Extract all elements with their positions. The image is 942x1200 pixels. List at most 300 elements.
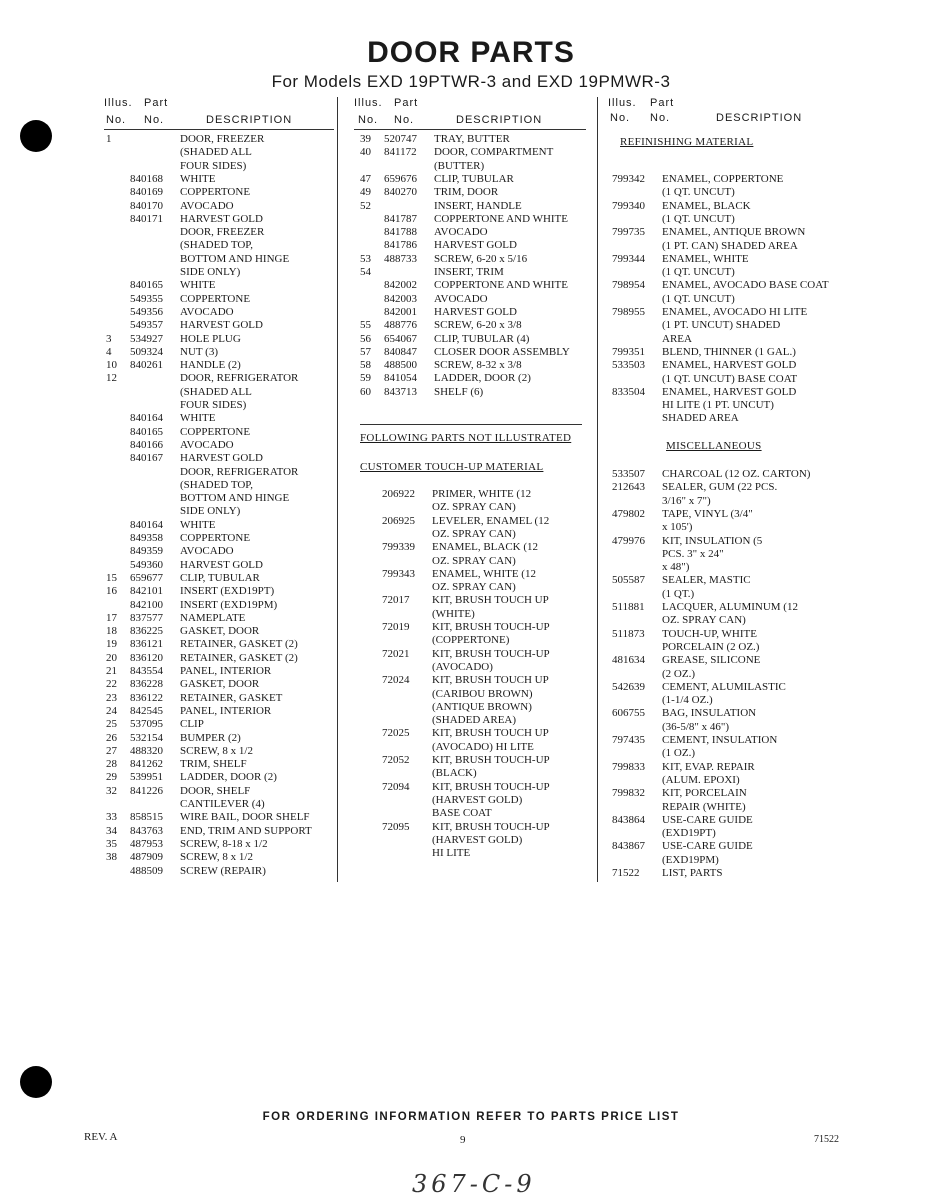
description: LEVELER, ENAMEL (12 xyxy=(432,514,550,527)
description: KIT, EVAP. REPAIR xyxy=(662,760,755,773)
description: END, TRIM AND SUPPORT xyxy=(180,824,312,837)
part-row xyxy=(360,173,592,186)
description: CANTILEVER (4) xyxy=(180,798,265,810)
touchup-heading: CUSTOMER TOUCH-UP MATERIAL xyxy=(360,461,544,473)
description: BOTTOM AND HINGE xyxy=(180,252,290,265)
part-row xyxy=(612,814,837,827)
part-no: 849359 xyxy=(130,545,163,558)
description: OZ. SPRAY CAN) xyxy=(432,501,516,514)
description: (ANTIQUE BROWN) xyxy=(432,700,532,713)
part-no: 659676 xyxy=(384,172,417,185)
part-row xyxy=(612,747,837,760)
part-no: 72017 xyxy=(382,594,410,607)
part-no: 534927 xyxy=(130,332,163,345)
part-row xyxy=(360,239,592,252)
part-no: 840168 xyxy=(130,172,163,185)
description: (COPPERTONE) xyxy=(432,634,510,647)
part-row xyxy=(612,574,837,587)
part-no: 537095 xyxy=(130,718,163,731)
description: SCREW (REPAIR) xyxy=(180,864,266,877)
description: INSERT (EXD19PT) xyxy=(180,585,275,598)
description: (SHADED AREA) xyxy=(432,714,517,727)
description: (1 OZ.) xyxy=(662,747,695,760)
description: ENAMEL, COPPERTONE xyxy=(662,173,784,185)
part-no: 505587 xyxy=(612,574,645,587)
part-no: 836228 xyxy=(130,678,163,691)
description: (CARIBOU BROWN) xyxy=(432,687,533,700)
description: AVOCADO xyxy=(434,226,488,239)
part-no: 842001 xyxy=(384,305,417,318)
part-row xyxy=(360,594,592,607)
description: TOUCH-UP, WHITE xyxy=(662,627,757,640)
part-row xyxy=(360,847,592,860)
description: (1 QT. UNCUT) xyxy=(662,266,735,279)
description: FOUR SIDES) xyxy=(180,399,247,411)
part-row xyxy=(612,495,837,508)
description: DOOR, COMPARTMENT xyxy=(434,146,554,159)
part-row xyxy=(612,173,837,186)
description: (SHADED TOP, xyxy=(180,478,253,491)
illus-no: 59 xyxy=(360,372,371,385)
part-no: 840164 xyxy=(130,518,163,531)
part-no: 533507 xyxy=(612,468,645,480)
description: RETAINER, GASKET (2) xyxy=(180,638,298,651)
illus-no: 53 xyxy=(360,252,371,265)
part-row xyxy=(106,372,336,385)
part-row xyxy=(612,412,837,425)
description: TRIM, SHELF xyxy=(180,758,247,771)
description: (WHITE) xyxy=(432,607,475,620)
part-no: 206925 xyxy=(382,514,415,527)
description: ENAMEL, WHITE xyxy=(662,252,749,265)
description: CLIP, TUBULAR xyxy=(180,571,260,584)
description: (AVOCADO) HI LITE xyxy=(432,740,534,753)
part-no: 511873 xyxy=(612,627,645,640)
description: NUT (3) xyxy=(180,345,218,358)
description: (1-1/4 OZ.) xyxy=(662,694,713,707)
description: HI LITE xyxy=(432,847,471,860)
description: HOLE PLUG xyxy=(180,332,241,345)
description: COPPERTONE AND WHITE xyxy=(434,279,568,292)
part-no: 849358 xyxy=(130,532,163,544)
part-row xyxy=(106,545,336,558)
part-row xyxy=(360,541,592,554)
part-row xyxy=(106,599,336,612)
part-row xyxy=(612,827,837,840)
part-row xyxy=(106,279,336,292)
part-row xyxy=(612,867,837,880)
desc-label: DESCRIPTION xyxy=(206,114,293,126)
description: RETAINER, GASKET (2) xyxy=(180,651,298,664)
part-no: 799832 xyxy=(612,787,645,800)
part-row xyxy=(612,801,837,814)
description: BOTTOM AND HINGE xyxy=(180,492,290,505)
part-row xyxy=(360,741,592,754)
part-no: 840165 xyxy=(130,425,163,438)
part-row xyxy=(612,481,837,494)
description: SEALER, GUM (22 PCS. xyxy=(662,481,778,494)
part-no: 841787 xyxy=(384,212,417,225)
part-row xyxy=(612,279,837,292)
description: INSERT, TRIM xyxy=(434,266,504,278)
part-no: 488500 xyxy=(384,359,417,372)
illus-no: 34 xyxy=(106,824,117,837)
illus-no: 24 xyxy=(106,704,117,717)
description: BASE COAT xyxy=(432,807,492,820)
part-no: 841054 xyxy=(384,372,417,385)
part-row xyxy=(612,854,837,867)
page-title: DOOR PARTS xyxy=(367,36,575,69)
part-no: 836122 xyxy=(130,691,163,704)
description: LADDER, DOOR (2) xyxy=(180,771,277,784)
part-row xyxy=(360,359,592,372)
illus-no: 56 xyxy=(360,332,371,345)
part-row xyxy=(106,319,336,332)
description: (BUTTER) xyxy=(434,159,485,172)
illus-no: 19 xyxy=(106,638,117,651)
part-row xyxy=(106,253,336,266)
part-row xyxy=(612,266,837,279)
part-row xyxy=(612,588,837,601)
part-row xyxy=(612,359,837,372)
description: NAMEPLATE xyxy=(180,611,246,624)
part-row xyxy=(360,581,592,594)
part-no: 72094 xyxy=(382,780,410,793)
part-no: 799351 xyxy=(612,345,645,358)
part-row xyxy=(106,665,336,678)
description: PANEL, INTERIOR xyxy=(180,704,272,717)
illus-no: 3 xyxy=(106,332,112,345)
part-row xyxy=(360,821,592,834)
part-row xyxy=(612,614,837,627)
description: COPPERTONE AND WHITE xyxy=(434,212,568,225)
part-row xyxy=(106,466,336,479)
part-row xyxy=(360,226,592,239)
part-no: 539951 xyxy=(130,771,163,784)
part-row xyxy=(612,200,837,213)
part-row xyxy=(612,186,837,199)
part-no: 72095 xyxy=(382,820,410,833)
part-no: 659677 xyxy=(130,571,163,584)
part-row xyxy=(106,825,336,838)
part-row xyxy=(612,721,837,734)
part-no: 206922 xyxy=(382,488,415,500)
part-row xyxy=(360,648,592,661)
part-no: 843864 xyxy=(612,813,645,826)
description: ENAMEL, HARVEST GOLD xyxy=(662,385,797,398)
description: (ALUM. EPOXI) xyxy=(662,773,740,786)
description: HI LITE (1 PT. UNCUT) xyxy=(662,399,774,412)
description: SIDE ONLY) xyxy=(180,266,241,278)
illus-no: 60 xyxy=(360,385,371,398)
part-no: 843713 xyxy=(384,385,417,398)
part-no: 479976 xyxy=(612,534,645,547)
description: TRIM, DOOR xyxy=(434,186,499,199)
description: OZ. SPRAY CAN) xyxy=(432,581,516,594)
part-row xyxy=(612,694,837,707)
part-no: 836121 xyxy=(130,638,163,651)
description: BUMPER (2) xyxy=(180,731,241,744)
part-no: 840165 xyxy=(130,279,163,292)
part-row xyxy=(360,186,592,199)
part-row xyxy=(106,412,336,425)
part-row xyxy=(612,253,837,266)
part-row xyxy=(106,532,336,545)
no-label: No. xyxy=(358,114,379,126)
description: DOOR, REFRIGERATOR xyxy=(180,372,299,385)
description: LADDER, DOOR (2) xyxy=(434,372,531,385)
description: AREA xyxy=(662,332,692,345)
part-row xyxy=(360,568,592,581)
part-row xyxy=(360,266,592,279)
part-row xyxy=(612,521,837,534)
part-row xyxy=(360,372,592,385)
part-no: 72052 xyxy=(382,754,410,766)
description: DOOR, FREEZER xyxy=(180,226,265,239)
part-no: 487953 xyxy=(130,837,163,850)
part-row xyxy=(106,732,336,745)
description: TRAY, BUTTER xyxy=(434,133,510,145)
part-row xyxy=(612,601,837,614)
part-row xyxy=(360,634,592,647)
description: KIT, BRUSH TOUCH-UP xyxy=(432,621,550,633)
part-row xyxy=(360,133,592,146)
part-no: 71522 xyxy=(612,867,640,879)
description: (1 QT.) xyxy=(662,587,695,600)
handwritten-note: 367-C-9 xyxy=(412,1170,536,1198)
description: COPPERTONE xyxy=(180,186,251,199)
part-no: 799343 xyxy=(382,567,415,580)
part-row xyxy=(106,718,336,731)
part-no: 549360 xyxy=(130,558,163,571)
part-row xyxy=(106,678,336,691)
part-row xyxy=(360,781,592,794)
part-row xyxy=(360,555,592,568)
part-no: 840164 xyxy=(130,412,163,425)
part-row xyxy=(106,745,336,758)
part-row xyxy=(612,761,837,774)
illus-no: 4 xyxy=(106,345,112,358)
description: SCREW, 8 x 1/2 xyxy=(180,744,253,757)
part-row xyxy=(360,714,592,727)
column-divider xyxy=(597,97,598,882)
part-no: 841262 xyxy=(130,758,163,771)
part-no: 549355 xyxy=(130,292,163,305)
description: KIT, BRUSH TOUCH UP xyxy=(432,674,549,687)
part-no: 479802 xyxy=(612,507,645,520)
part-no: 798955 xyxy=(612,306,645,318)
description: USE-CARE GUIDE xyxy=(662,840,753,853)
illus-no: 28 xyxy=(106,758,117,771)
description: WHITE xyxy=(180,518,216,531)
part-no: 843867 xyxy=(612,840,645,853)
part-row xyxy=(360,661,592,674)
part-no: 797435 xyxy=(612,734,645,746)
illus-no: 21 xyxy=(106,665,117,677)
part-no: 841786 xyxy=(384,239,417,252)
description: CLIP, TUBULAR (4) xyxy=(434,332,530,345)
desc-label: DESCRIPTION xyxy=(716,112,803,124)
part-no: 72019 xyxy=(382,621,410,633)
description: SCREW, 6-20 x 5/16 xyxy=(434,252,528,265)
following-heading: FOLLOWING PARTS NOT ILLUSTRATED xyxy=(360,432,572,444)
desc-label: DESCRIPTION xyxy=(456,114,543,126)
part-row xyxy=(106,213,336,226)
col1-header xyxy=(104,97,334,131)
part-row xyxy=(106,505,336,518)
part-row xyxy=(106,200,336,213)
no-label: No. xyxy=(650,112,671,124)
description: KIT, BRUSH TOUCH UP xyxy=(432,594,549,607)
part-row xyxy=(106,160,336,173)
part-no: 842002 xyxy=(384,279,417,292)
illus-no: 52 xyxy=(360,199,371,212)
description: (SHADED ALL xyxy=(180,385,252,398)
part-row xyxy=(360,253,592,266)
part-row xyxy=(106,758,336,771)
part-no: 840169 xyxy=(130,186,163,199)
col3-header xyxy=(608,97,833,131)
illus-no: 16 xyxy=(106,585,117,598)
illus-no: 55 xyxy=(360,319,371,332)
part-row xyxy=(612,399,837,412)
no-label: No. xyxy=(610,112,631,124)
part-no: 836225 xyxy=(130,625,163,638)
description: (1 PT. UNCUT) SHADED xyxy=(662,319,781,332)
part-no: 488776 xyxy=(384,319,417,332)
description: SCREW, 6-20 x 3/8 xyxy=(434,319,522,332)
part-row xyxy=(360,386,592,399)
description: KIT, BRUSH TOUCH-UP xyxy=(432,780,550,793)
description: (SHADED ALL xyxy=(180,146,252,159)
illus-no: 39 xyxy=(360,133,371,145)
illus-no: 25 xyxy=(106,718,117,731)
part-no: 799342 xyxy=(612,173,645,185)
description: HARVEST GOLD xyxy=(180,319,263,332)
part-row xyxy=(360,279,592,292)
part-row xyxy=(106,173,336,186)
part-row xyxy=(360,488,592,501)
description: KIT, BRUSH TOUCH-UP xyxy=(432,754,550,766)
description: ENAMEL, WHITE (12 xyxy=(432,567,536,580)
illus-no: 49 xyxy=(360,186,371,199)
part-row xyxy=(106,439,336,452)
description: CEMENT, ALUMILASTIC xyxy=(662,680,786,693)
description: KIT, BRUSH TOUCH-UP xyxy=(432,820,550,833)
part-no: 488320 xyxy=(130,744,163,757)
part-row xyxy=(612,681,837,694)
part-no: 799833 xyxy=(612,760,645,773)
part-row xyxy=(106,838,336,851)
part-row xyxy=(360,200,592,213)
part-no: 840166 xyxy=(130,438,163,451)
part-row xyxy=(612,333,837,346)
description: OZ. SPRAY CAN) xyxy=(432,554,516,567)
description: (1 QT. UNCUT) xyxy=(662,186,735,199)
misc-heading: MISCELLANEOUS xyxy=(666,440,762,452)
description: LIST, PARTS xyxy=(662,867,723,879)
part-row xyxy=(612,226,837,239)
part-row xyxy=(360,213,592,226)
illus-no: 17 xyxy=(106,611,117,624)
illus-no: 18 xyxy=(106,625,117,638)
illus-no: 54 xyxy=(360,266,371,278)
part-no: 833504 xyxy=(612,385,645,398)
illus-no: 35 xyxy=(106,837,117,850)
part-row xyxy=(360,701,592,714)
description: INSERT, HANDLE xyxy=(434,199,522,212)
description: ENAMEL, AVOCADO HI LITE xyxy=(662,306,808,318)
part-label: Part xyxy=(144,97,169,109)
part-row xyxy=(360,727,592,740)
part-row xyxy=(612,373,837,386)
part-row xyxy=(106,293,336,306)
part-no: 799735 xyxy=(612,226,645,239)
part-row xyxy=(106,519,336,532)
description: ENAMEL, BLACK (12 xyxy=(432,541,539,554)
illus-label: Illus. xyxy=(104,97,133,109)
part-row xyxy=(612,774,837,787)
doc-code: 71522 xyxy=(814,1134,839,1145)
part-no: 858515 xyxy=(130,811,163,824)
description: 3/16" x 7") xyxy=(662,494,711,507)
description: GREASE, SILICONE xyxy=(662,654,761,667)
part-row xyxy=(106,239,336,252)
part-row xyxy=(106,426,336,439)
part-row xyxy=(106,559,336,572)
illus-no: 15 xyxy=(106,571,117,584)
part-row xyxy=(360,794,592,807)
part-row xyxy=(360,767,592,780)
part-no: 654067 xyxy=(384,332,417,345)
part-row xyxy=(612,346,837,359)
part-row xyxy=(612,319,837,332)
part-no: 841788 xyxy=(384,226,417,239)
part-row xyxy=(106,785,336,798)
illus-no: 27 xyxy=(106,744,117,757)
description: AVOCADO xyxy=(434,292,488,305)
description: (1 QT. UNCUT) xyxy=(662,292,735,305)
description: ENAMEL, HARVEST GOLD xyxy=(662,359,797,372)
description: HARVEST GOLD xyxy=(180,558,263,571)
part-row xyxy=(360,807,592,820)
description: FOUR SIDES) xyxy=(180,159,247,172)
part-no: 840170 xyxy=(130,199,163,212)
illus-no: 22 xyxy=(106,678,117,691)
illus-no: 23 xyxy=(106,691,117,704)
part-no: 487909 xyxy=(130,851,163,864)
part-row xyxy=(612,707,837,720)
part-no: 841226 xyxy=(130,784,163,797)
illus-no: 1 xyxy=(106,133,112,145)
part-row xyxy=(612,628,837,641)
part-row xyxy=(106,705,336,718)
illus-label: Illus. xyxy=(608,97,637,109)
description: (EXD19PT) xyxy=(662,827,716,840)
description: LACQUER, ALUMINUM (12 xyxy=(662,601,798,613)
description: PRIMER, WHITE (12 xyxy=(432,488,532,500)
part-no: 488733 xyxy=(384,252,417,265)
description: AVOCADO xyxy=(180,545,234,558)
illus-no: 12 xyxy=(106,372,117,385)
part-row xyxy=(612,668,837,681)
no-label: No. xyxy=(106,114,127,126)
illus-no: 32 xyxy=(106,784,117,797)
part-no: 840261 xyxy=(130,359,163,372)
page-subtitle: For Models EXD 19PTWR-3 and EXD 19PMWR-3 xyxy=(271,72,671,91)
illus-no: 57 xyxy=(360,345,371,358)
description: DOOR, REFRIGERATOR xyxy=(180,465,299,478)
